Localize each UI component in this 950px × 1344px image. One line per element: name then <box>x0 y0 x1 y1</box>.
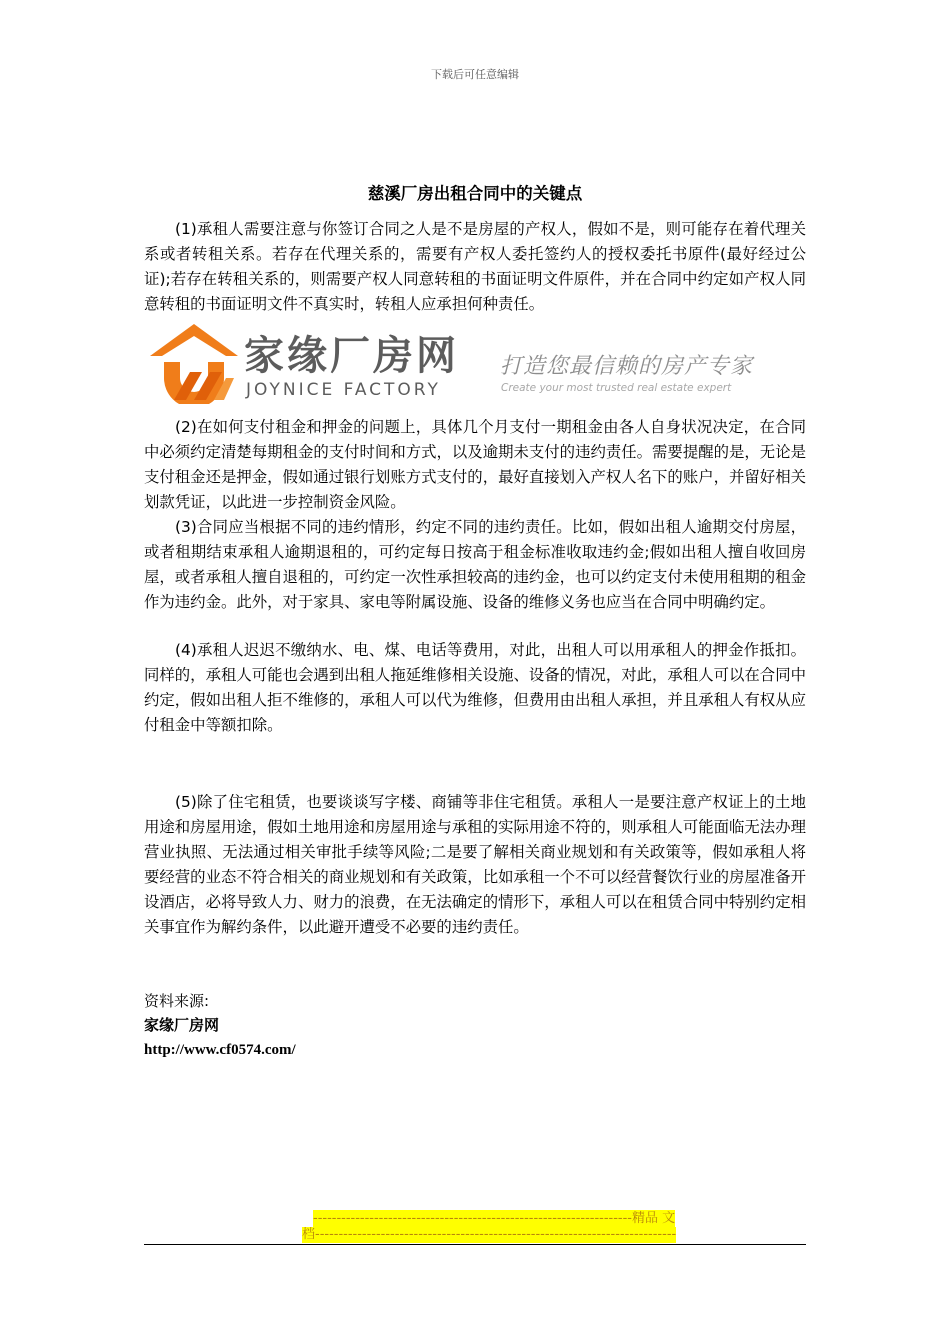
footer-line-2: 档----------------------------------------------------------------------------- <box>302 1227 677 1242</box>
paragraph-4: (4)承租人迟迟不缴纳水、电、煤、电话等费用，对此，出租人可以用承租人的押金作抵扣。同样的，承租人可能也会遇到出租人拖延维修相关设施、设备的情况，对此，承租人可以在合同中约定，假如出租人拒不维修的，承租人可以代为维修，但费用由出租人承担，并且承租人有权从应付租金中等额扣除。 <box>144 641 806 734</box>
house-logo-icon <box>146 320 242 404</box>
footer-line-1: --------------------------------------------------------------------精品 文 <box>313 1211 676 1226</box>
company-banner <box>144 318 764 410</box>
source-name: 家缘厂房网 <box>144 1016 220 1034</box>
banner-brand-english: JOYNICE FACTORY <box>246 380 441 400</box>
paragraph-2: (2)在如何支付租金和押金的问题上，具体几个月支付一期租金由各人自身状况决定，在合同中必须约定清楚每期租金的支付时间和方式，以及逾期未支付的违约责任。需要提醒的是，无论是支付租金还是押金，假如通过银行划账方式支付的，最好直接划入产权人名下的账户，并留好相关划款凭证，以此进一步控制资金风险。 <box>144 418 806 511</box>
banner-slogan: 打造您最信赖的房产专家 <box>500 354 754 379</box>
source-label: 资料来源: <box>144 992 210 1010</box>
document-title: 慈溪厂房出租合同中的关键点 <box>367 184 583 203</box>
paragraph-3: (3)合同应当根据不同的违约情形，约定不同的违约责任。比如，假如出租人逾期交付房屋，或者租期结束承租人逾期退租的，可约定每日按高于租金标准收取违约金;假如出租人擅自收回房屋，或者承租人擅自退租的，可约定一次性承担较高的违约金，也可以约定支付未使用租期的租金作为违约金。此外，对于家具、家电等附属设施、设备的维修义务也应当在合同中明确约定。 <box>144 518 806 611</box>
banner-brand-name: 家缘厂房网 <box>244 333 459 379</box>
paragraph-5: (5)除了住宅租赁，也要谈谈写字楼、商铺等非住宅租赁。承租人一是要注意产权证上的土地用途和房屋用途，假如土地用途和房屋用途与承租的实际用途不符的，则承租人可能面临无法办理营业执照、无法通过相关审批手续等风险;二是要了解相关商业规划和有关政策等，假如承租人将要经营的业态不符合相关的商业规划和有关政策，比如承租一个不可以经营餐饮行业的房屋准备开设酒店，必将导致人力、财力的浪费，在无法确定的情形下，承租人可以在租赁合同中特别约定相关事宜作为解约条件，以此避开遭受不必要的违约责任。 <box>144 793 806 936</box>
header-note: 下载后可任意编辑 <box>431 68 519 81</box>
footer-divider <box>144 1244 806 1245</box>
paragraph-1: (1)承租人需要注意与你签订合同之人是不是房屋的产权人，假如不是，则可能存在着代理关系或者转租关系。若存在代理关系的，需要有产权人委托签约人的授权委托书原件(最好经过公证);若存在转租关系的，则需要产权人同意转租的书面证明文件原件，并在合同中约定如产权人同意转租的书面证明文件不真实时，转租人应承担何种责任。 <box>144 220 806 313</box>
source-url[interactable]: http://www.cf0574.com/ <box>144 1042 296 1058</box>
banner-slogan-english: Create your most trusted real estate expert <box>501 382 732 394</box>
